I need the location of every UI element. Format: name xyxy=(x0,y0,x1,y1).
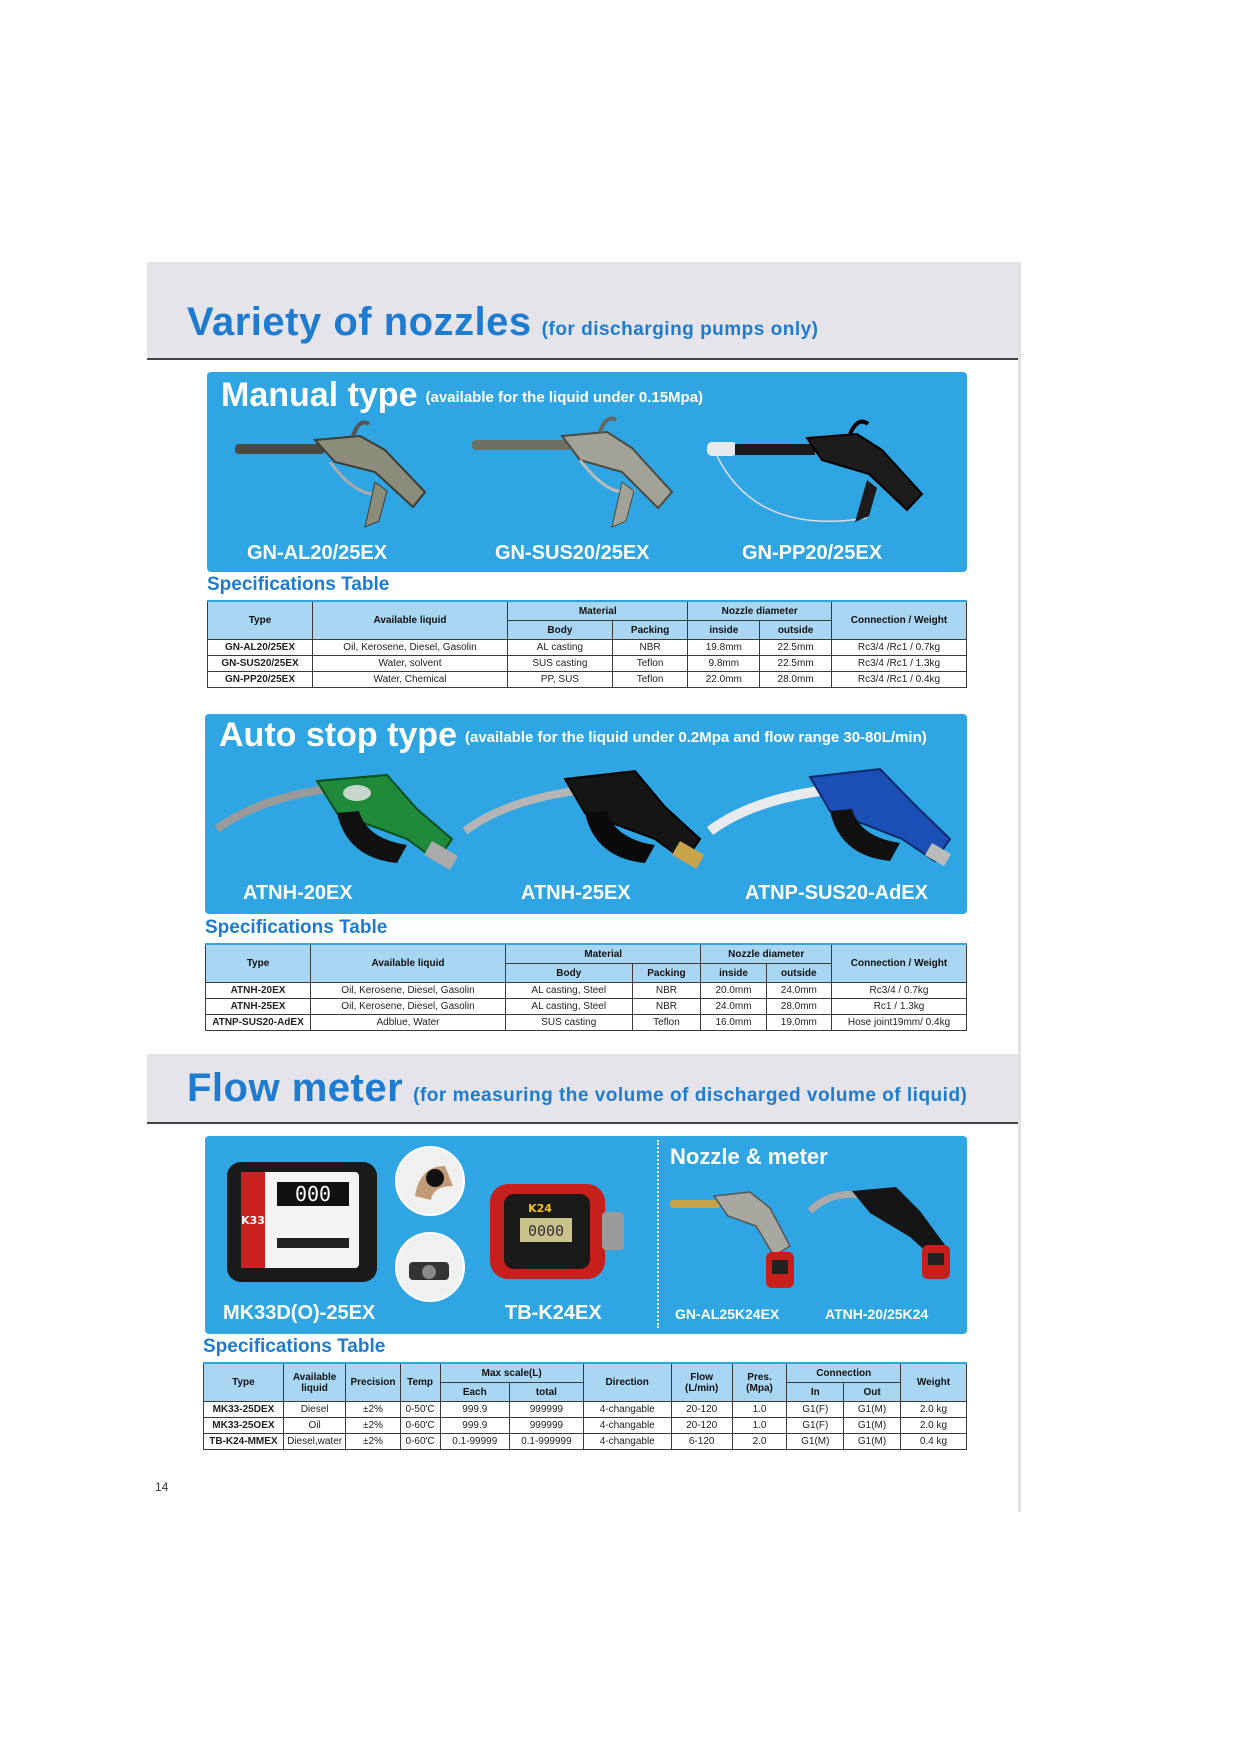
table-cell: 20-120 xyxy=(671,1402,732,1418)
col-direction: Direction xyxy=(583,1363,671,1402)
col-total: total xyxy=(510,1383,584,1402)
spec-table-title: Specifications Table xyxy=(203,1336,386,1357)
section-subtitle: (for measuring the volume of discharged volume of liquid) xyxy=(413,1085,968,1106)
table-body xyxy=(208,640,967,688)
table-cell: 28.0mm xyxy=(766,999,831,1015)
manual-spec-table xyxy=(207,600,967,688)
col-outside: outside xyxy=(766,964,831,983)
col-liquid: Available liquid xyxy=(313,601,508,640)
col-body: Body xyxy=(508,621,613,640)
auto-spec-table xyxy=(205,943,967,1031)
col-type: Type xyxy=(208,601,313,640)
table-cell: Hose joint19mm/ 0.4kg xyxy=(832,1015,967,1031)
table-cell: ±2% xyxy=(346,1418,400,1434)
col-liquid: Available liquid xyxy=(283,1363,346,1402)
col-type: Type xyxy=(204,1363,284,1402)
meter-brand-label: K33 xyxy=(241,1214,265,1227)
table-cell: 999.9 xyxy=(440,1402,509,1418)
section-subtitle: (for discharging pumps only) xyxy=(541,319,819,340)
table-cell: 4-changable xyxy=(583,1402,671,1418)
panel-note: (available for the liquid under 0.2Mpa and flow range 30-80L/min) xyxy=(464,728,927,746)
model-label: GN-AL25K24EX xyxy=(675,1306,780,1322)
table-cell: Teflon xyxy=(612,672,688,688)
table-cell: 2.0 xyxy=(732,1434,787,1450)
nozzle-meter-al-image xyxy=(670,1186,810,1306)
model-label: ATNH-25EX xyxy=(521,882,631,904)
table-cell: 1.0 xyxy=(732,1402,787,1418)
page-number: 14 xyxy=(155,1480,169,1494)
col-body: Body xyxy=(506,964,633,983)
table-cell: Rc3/4 / 0.7kg xyxy=(832,983,967,999)
col-each: Each xyxy=(440,1383,509,1402)
model-label: GN-PP20/25EX xyxy=(742,542,883,564)
nozzle-gn-pp-image xyxy=(707,422,937,542)
mk33-meter-image xyxy=(227,1156,387,1286)
table-cell: AL casting, Steel xyxy=(506,999,633,1015)
col-outside: outside xyxy=(760,621,832,640)
table-cell: NBR xyxy=(632,999,701,1015)
table-row xyxy=(208,672,967,688)
table-row xyxy=(208,656,967,672)
table-cell: 24.0mm xyxy=(701,999,766,1015)
table-cell: PP, SUS xyxy=(508,672,613,688)
table-cell: 19.0mm xyxy=(766,1015,831,1031)
table-cell: 22.5mm xyxy=(760,640,832,656)
col-material: Material xyxy=(506,944,701,964)
k24-meter-image xyxy=(490,1176,630,1286)
table-cell: Water, Chemical xyxy=(313,672,508,688)
col-inside: inside xyxy=(688,621,760,640)
model-label: GN-SUS20/25EX xyxy=(495,542,650,564)
model-label: GN-AL20/25EX xyxy=(247,542,388,564)
col-maxscale: Max scale(L) xyxy=(440,1363,583,1383)
section-header-flow-meter xyxy=(147,1054,1018,1124)
table-cell: Rc1 / 1.3kg xyxy=(832,999,967,1015)
table-cell: 20.0mm xyxy=(701,983,766,999)
table-cell: 16.0mm xyxy=(701,1015,766,1031)
table-cell: 4-changable xyxy=(583,1434,671,1450)
table-cell: 9.8mm xyxy=(688,656,760,672)
col-packing: Packing xyxy=(632,964,701,983)
table-cell: 24.0mm xyxy=(766,983,831,999)
nozzle-atnh20-image xyxy=(217,769,457,889)
col-temp: Temp xyxy=(400,1363,440,1402)
nozzle-gn-sus-image xyxy=(472,422,682,532)
table-cell: SUS casting xyxy=(508,656,613,672)
col-connection: Connection / Weight xyxy=(832,601,967,640)
model-label: ATNH-20EX xyxy=(243,882,353,904)
table-cell: Oil xyxy=(283,1418,346,1434)
model-label: ATNH-20/25K24 xyxy=(825,1306,929,1322)
table-row xyxy=(204,1402,967,1418)
panel-divider xyxy=(657,1140,659,1328)
col-type: Type xyxy=(206,944,311,983)
table-cell: 28.0mm xyxy=(760,672,832,688)
table-row xyxy=(206,999,967,1015)
table-cell: Oil, Kerosene, Diesel, Gasolin xyxy=(311,983,506,999)
table-cell: 19.8mm xyxy=(688,640,760,656)
flow-spec-table xyxy=(203,1362,967,1450)
nozzle-atnp-image xyxy=(710,759,960,889)
table-cell: 0.4 kg xyxy=(900,1434,966,1450)
table-cell: 0-60'C xyxy=(400,1418,440,1434)
table-cell: 999.9 xyxy=(440,1418,509,1434)
table-cell: 999999 xyxy=(510,1402,584,1418)
k24-brand-label: K24 xyxy=(528,1202,552,1215)
section-title: Variety of nozzles (for discharging pumps only) xyxy=(187,300,819,344)
col-packing: Packing xyxy=(612,621,688,640)
table-cell: Diesel xyxy=(283,1402,346,1418)
spec-table-title: Specifications Table xyxy=(207,574,390,595)
type-cell: MK33-25OEX xyxy=(204,1418,284,1434)
table-cell: Oil, Kerosene, Diesel, Gasolin xyxy=(313,640,508,656)
model-label: ATNP-SUS20-AdEX xyxy=(745,882,928,904)
catalog-page xyxy=(147,262,1021,1512)
table-cell: Oil, Kerosene, Diesel, Gasolin xyxy=(311,999,506,1015)
table-cell: 2.0 kg xyxy=(900,1402,966,1418)
table-cell: 4-changable xyxy=(583,1418,671,1434)
table-cell: G1(F) xyxy=(787,1402,844,1418)
col-flow: Flow (L/min) xyxy=(671,1363,732,1402)
table-row xyxy=(204,1418,967,1434)
table-cell: 20-120 xyxy=(671,1418,732,1434)
table-cell: 999999 xyxy=(510,1418,584,1434)
col-liquid: Available liquid xyxy=(311,944,506,983)
col-material: Material xyxy=(508,601,688,621)
table-cell: ±2% xyxy=(346,1434,400,1450)
table-cell: NBR xyxy=(632,983,701,999)
table-cell: G1(M) xyxy=(844,1434,901,1450)
table-cell: ±2% xyxy=(346,1402,400,1418)
table-cell: 0.1-999999 xyxy=(510,1434,584,1450)
panel-note: (available for the liquid under 0.15Mpa) xyxy=(425,388,704,406)
table-cell: G1(F) xyxy=(787,1418,844,1434)
panel-title: Manual type (available for the liquid under 0.15Mpa) xyxy=(221,376,704,414)
col-precision: Precision xyxy=(346,1363,400,1402)
section-title: Flow meter (for measuring the volume of discharged volume of liquid) xyxy=(187,1066,968,1110)
manual-type-panel xyxy=(207,372,967,572)
col-weight: Weight xyxy=(900,1363,966,1402)
spec-table-title: Specifications Table xyxy=(205,917,388,938)
table-row xyxy=(208,640,967,656)
table-cell: 0-50'C xyxy=(400,1402,440,1418)
type-cell: ATNH-20EX xyxy=(206,983,311,999)
type-cell: GN-AL20/25EX xyxy=(208,640,313,656)
table-cell: G1(M) xyxy=(787,1434,844,1450)
col-pres: Pres. (Mpa) xyxy=(732,1363,787,1402)
col-out: Out xyxy=(844,1383,901,1402)
table-row xyxy=(206,983,967,999)
table-cell: 22.0mm xyxy=(688,672,760,688)
type-cell: TB-K24-MMEX xyxy=(204,1434,284,1450)
table-cell: Adblue, Water xyxy=(311,1015,506,1031)
table-row xyxy=(206,1015,967,1031)
table-cell: NBR xyxy=(612,640,688,656)
col-inside: inside xyxy=(701,964,766,983)
table-cell: 1.0 xyxy=(732,1418,787,1434)
type-cell: ATNP-SUS20-AdEX xyxy=(206,1015,311,1031)
table-cell: Rc3/4 /Rc1 / 1.3kg xyxy=(832,656,967,672)
table-cell: Diesel,water xyxy=(283,1434,346,1450)
table-cell: Water, solvent xyxy=(313,656,508,672)
meter-detail-circle-top xyxy=(395,1146,465,1216)
table-body xyxy=(204,1402,967,1450)
table-cell: AL casting, Steel xyxy=(506,983,633,999)
table-row xyxy=(204,1434,967,1450)
auto-stop-panel xyxy=(205,714,967,914)
col-connection: Connection / Weight xyxy=(832,944,967,983)
type-cell: GN-PP20/25EX xyxy=(208,672,313,688)
table-cell: 22.5mm xyxy=(760,656,832,672)
table-cell: 6-120 xyxy=(671,1434,732,1450)
col-nozzle: Nozzle diameter xyxy=(688,601,832,621)
section-header-nozzles xyxy=(147,262,1018,360)
panel-title: Auto stop type (available for the liquid under 0.2Mpa and flow range 30-80L/min) xyxy=(219,716,927,754)
table-cell: Rc3/4 /Rc1 / 0.4kg xyxy=(832,672,967,688)
col-connection: Connection xyxy=(787,1363,901,1383)
nozzle-meter-atnh-image xyxy=(810,1181,960,1306)
nozzle-meter-title: Nozzle & meter xyxy=(670,1144,828,1169)
table-body xyxy=(206,983,967,1031)
table-cell: SUS casting xyxy=(506,1015,633,1031)
k24-readout: 0000 xyxy=(527,1222,565,1240)
model-label: MK33D(O)-25EX xyxy=(223,1302,376,1324)
nozzle-gn-al-image xyxy=(235,422,435,532)
type-cell: MK33-25DEX xyxy=(204,1402,284,1418)
type-cell: GN-SUS20/25EX xyxy=(208,656,313,672)
table-cell: 2.0 kg xyxy=(900,1418,966,1434)
type-cell: ATNH-25EX xyxy=(206,999,311,1015)
table-cell: Teflon xyxy=(612,656,688,672)
flow-meter-panel xyxy=(205,1136,967,1334)
col-nozzle: Nozzle diameter xyxy=(701,944,832,964)
table-cell: 0-60'C xyxy=(400,1434,440,1450)
table-cell: G1(M) xyxy=(844,1418,901,1434)
table-cell: 0.1-99999 xyxy=(440,1434,509,1450)
table-cell: AL casting xyxy=(508,640,613,656)
nozzle-atnh25-image xyxy=(465,759,705,889)
meter-detail-circle-bottom xyxy=(395,1232,465,1302)
meter-readout: 000 xyxy=(294,1182,332,1206)
col-in: In xyxy=(787,1383,844,1402)
table-cell: Rc3/4 /Rc1 / 0.7kg xyxy=(832,640,967,656)
table-cell: Teflon xyxy=(632,1015,701,1031)
table-cell: G1(M) xyxy=(844,1402,901,1418)
model-label: TB-K24EX xyxy=(505,1302,602,1324)
